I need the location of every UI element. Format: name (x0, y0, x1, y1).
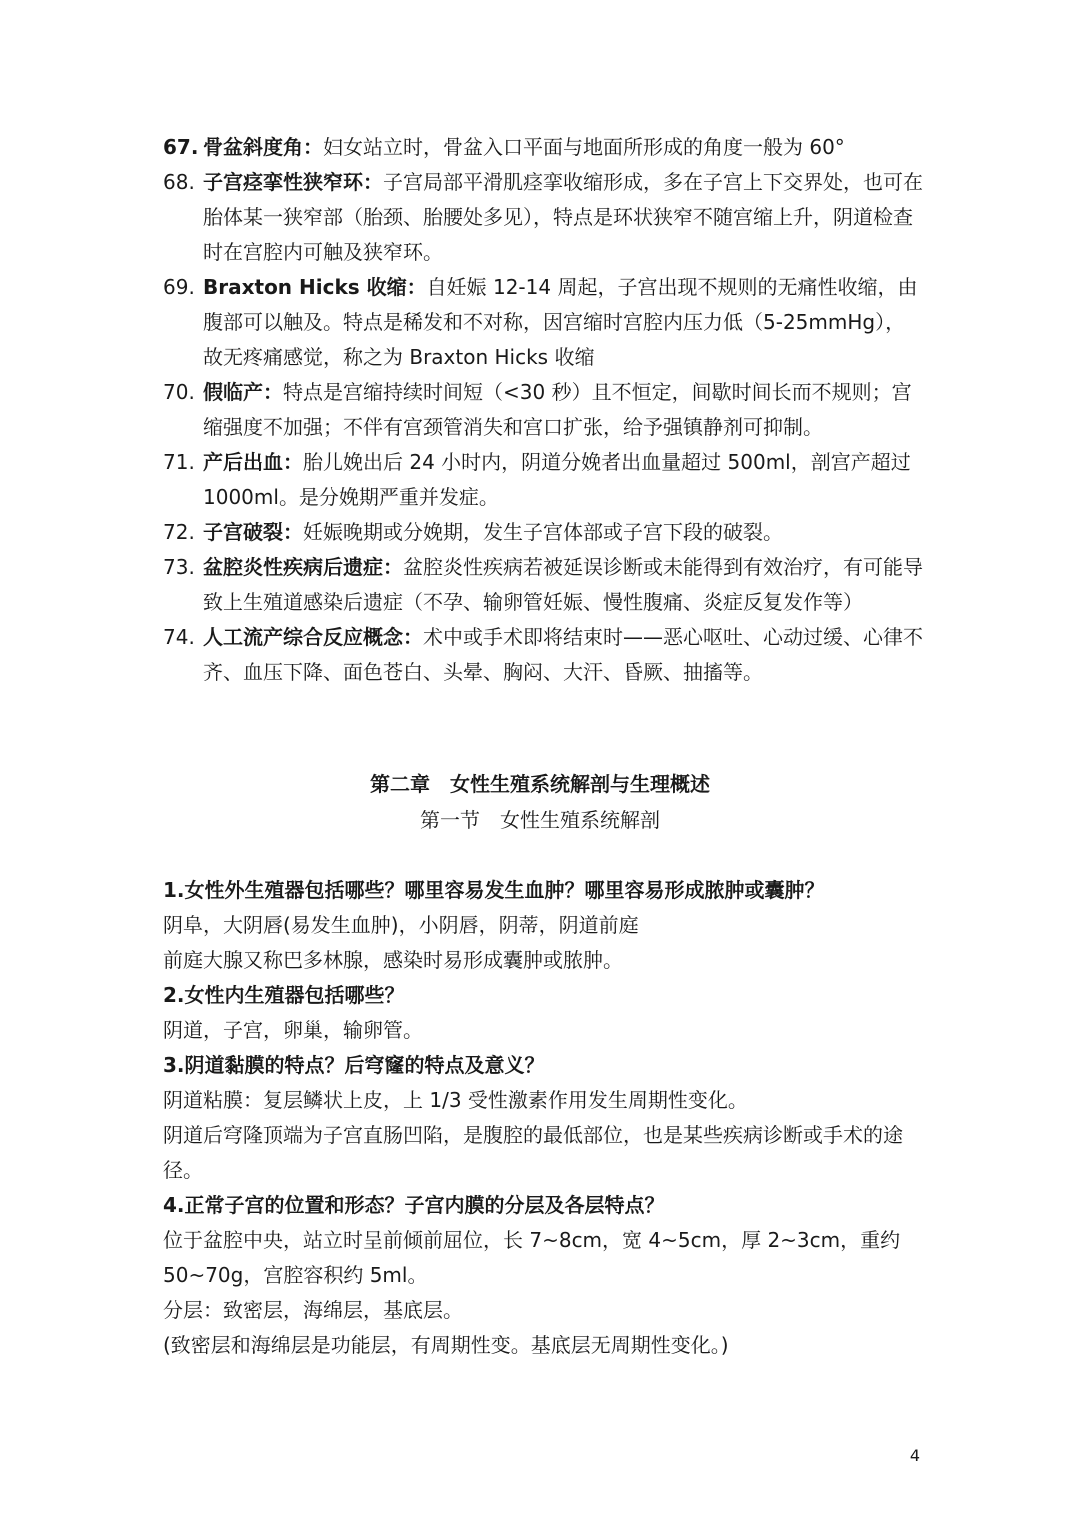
definition-number: 71. (163, 450, 195, 474)
definition-item (163, 550, 923, 620)
definition-number: 68. (163, 170, 195, 194)
section-title: 第一节 女性生殖系统解剖 (420, 808, 660, 832)
definition-text: 特点是宫缩持续时间短（<30 秒）且不恒定，间歇时间长而不规则；宫缩强度不加强；不伴有宫颈管消失和宫口扩张，给予强镇静剂可抑制。 (203, 380, 912, 439)
definition-separator: ： (383, 555, 403, 579)
answer-line: 阴道，子宫，卵巢，输卵管。 (163, 1018, 423, 1042)
definition-separator: ： (283, 520, 303, 544)
definition-item (163, 165, 923, 270)
definition-term: 假临产 (203, 380, 263, 404)
definition-text: 妊娠晚期或分娩期，发生子宫体部或子宫下段的破裂。 (303, 520, 783, 544)
definition-text: 妇女站立时，骨盆入口平面与地面所形成的角度一般为 60° (323, 135, 845, 159)
answer-line: 前庭大腺又称巴多林腺，感染时易形成囊肿或脓肿。 (163, 948, 623, 972)
question-heading: 4.正常子宫的位置和形态？子宫内膜的分层及各层特点？ (163, 1193, 665, 1217)
definition-term: 产后出血 (203, 450, 283, 474)
answer-line: 位于盆腔中央，站立时呈前倾前屈位，长 7~8cm，宽 4~5cm，厚 2~3cm，重约 50~70g，宫腔容积约 5ml。 (163, 1228, 901, 1287)
question-heading: 2.女性内生殖器包括哪些？ (163, 983, 405, 1007)
definition-text: 盆腔炎性疾病若被延误诊断或未能得到有效治疗，有可能导致上生殖道感染后遗症（不孕、输卵管妊娠、慢性腹痛、炎症反复发作等） (203, 555, 923, 614)
definition-number: 74. (163, 625, 195, 649)
definition-separator: ： (303, 135, 323, 159)
definition-separator: ： (363, 170, 383, 194)
answer-line: 阴道后穹隆顶端为子宫直肠凹陷，是腹腔的最低部位，也是某些疾病诊断或手术的途径。 (163, 1123, 903, 1182)
answer-line: (致密层和海绵层是功能层，有周期性变。基底层无周期性变化。) (163, 1333, 729, 1357)
answer-line: 分层：致密层，海绵层，基底层。 (163, 1298, 463, 1322)
definition-body (203, 445, 923, 515)
question-heading: 1.女性外生殖器包括哪些？哪里容易发生血肿？哪里容易形成脓肿或囊肿？ (163, 878, 825, 902)
question-heading: 3.阴道黏膜的特点？后穹窿的特点及意义？ (163, 1053, 545, 1077)
page-number: 4 (909, 1446, 920, 1465)
definition-body (203, 375, 923, 445)
definition-term: 子宫破裂 (203, 520, 283, 544)
chapter-title: 第二章 女性生殖系统解剖与生理概述 (370, 772, 710, 796)
qa-list (163, 873, 923, 1363)
definition-body (203, 130, 923, 165)
definition-separator: ： (406, 275, 427, 299)
definition-text: 自妊娠 12-14 周起，子宫出现不规则的无痛性收缩，由腹部可以触及。特点是稀发和不对称，因宫缩时宫腔内压力低（5-25mmHg），故无疼痛感觉，称之为 Braxton Hicks 收缩 (203, 275, 918, 369)
answer-line: 阴道粘膜：复层鳞状上皮，上 1/3 受性激素作用发生周期性变化。 (163, 1088, 748, 1112)
answer-line: 阴阜，大阴唇(易发生血肿)，小阴唇，阴蒂，阴道前庭 (163, 913, 639, 937)
definition-body (203, 270, 923, 375)
definition-term: 盆腔炎性疾病后遗症 (203, 555, 383, 579)
definition-item (163, 270, 923, 375)
definition-number: 69. (163, 275, 195, 299)
definition-number: 70. (163, 380, 195, 404)
definition-separator: ： (263, 380, 283, 404)
definition-item (163, 445, 923, 515)
definition-item (163, 375, 923, 445)
definition-list (163, 130, 923, 690)
definition-body (203, 165, 923, 270)
definition-body (203, 550, 923, 620)
definition-body (203, 620, 923, 690)
definition-term: 骨盆斜度角 (203, 135, 303, 159)
definition-term: 子宫痉挛性狭窄环 (203, 170, 363, 194)
definition-item (163, 515, 923, 550)
definition-term: 人工流产综合反应概念 (203, 625, 403, 649)
definition-number: 73. (163, 555, 195, 579)
definition-text: 子宫局部平滑肌痉挛收缩形成，多在子宫上下交界处，也可在胎体某一狭窄部（胎颈、胎腰处多见），特点是环状狭窄不随宫缩上升，阴道检查时在宫腔内可触及狭窄环。 (203, 170, 923, 264)
definition-term: Braxton Hicks 收缩 (203, 275, 407, 299)
definition-number: 72. (163, 520, 195, 544)
definition-item (163, 620, 923, 690)
definition-body (203, 515, 923, 550)
definition-number: 67. (163, 135, 199, 159)
definition-text: 胎儿娩出后 24 小时内，阴道分娩者出血量超过 500ml，剖宫产超过 1000ml。是分娩期严重并发症。 (203, 450, 911, 509)
definition-separator: ： (403, 625, 423, 649)
definition-text: 术中或手术即将结束时——恶心呕吐、心动过缓、心律不齐、血压下降、面色苍白、头晕、胸闷、大汗、昏厥、抽搐等。 (203, 625, 923, 684)
definition-item (163, 130, 923, 165)
definition-separator: ： (283, 450, 303, 474)
